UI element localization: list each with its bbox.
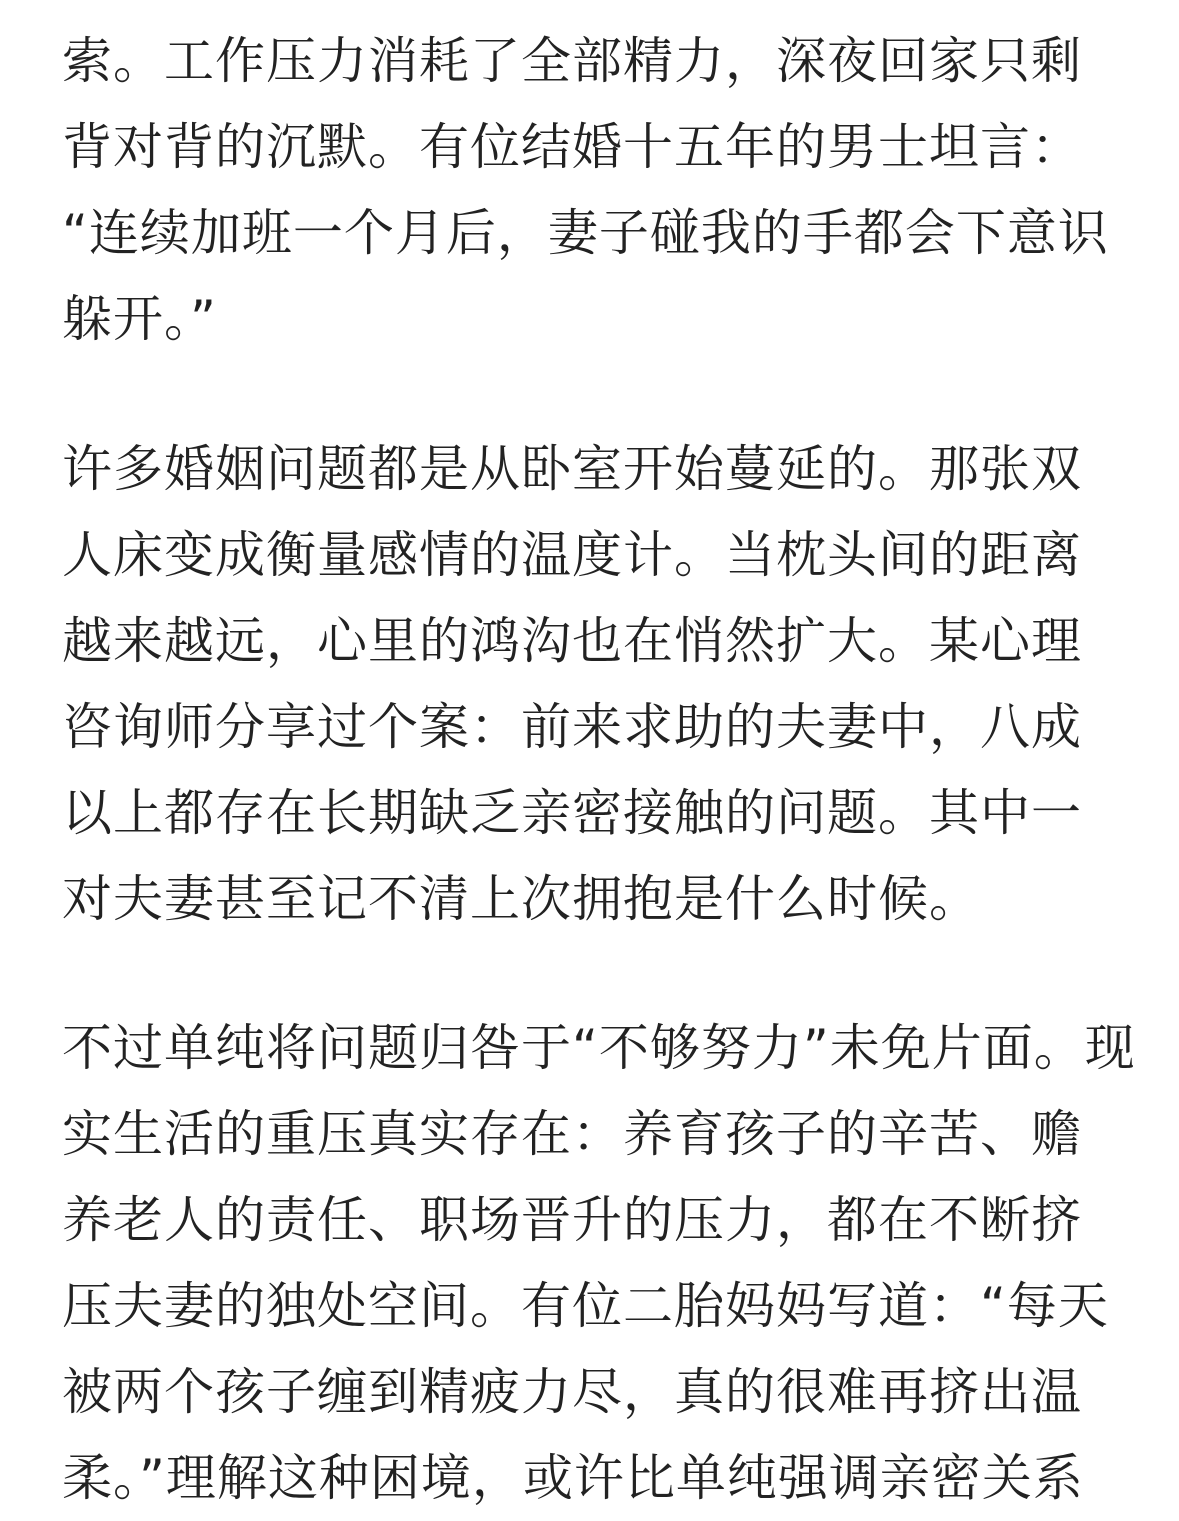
paragraph-line: 躲开。” [62,290,217,348]
paragraph-line: 压夫妻的独处空间。有位二胎妈妈写道：“每天 [62,1277,1109,1335]
paragraph-line: 柔。”理解这种困境，或许比单纯强调亲密关系 [62,1449,1084,1507]
paragraph-line: 养老人的责任、职场晋升的压力，都在不断挤 [62,1191,1082,1249]
paragraph-line: 人床变成衡量感情的温度计。当枕头间的距离 [62,526,1082,584]
paragraph-2 [62,426,1082,942]
paragraph-1 [62,18,1109,362]
paragraph-line: 背对背的沉默。有位结婚十五年的男士坦言： [62,118,1082,176]
paragraph-line: 索。工作压力消耗了全部精力，深夜回家只剩 [62,32,1082,90]
paragraph-line: 不过单纯将问题归咎于“不够努力”未免片面。现 [62,1019,1136,1077]
paragraph-3 [62,1005,1136,1521]
paragraph-line: 许多婚姻问题都是从卧室开始蔓延的。那张双 [62,440,1082,498]
paragraph-line: 被两个孩子缠到精疲力尽，真的很难再挤出温 [62,1363,1082,1421]
paragraph-line: 以上都存在长期缺乏亲密接触的问题。其中一 [62,784,1082,842]
paragraph-line: 咨询师分享过个案：前来求助的夫妻中，八成 [62,698,1082,756]
paragraph-line: 对夫妻甚至记不清上次拥抱是什么时候。 [62,870,980,928]
paragraph-line: 实生活的重压真实存在：养育孩子的辛苦、赡 [62,1105,1082,1163]
paragraph-line: 越来越远，心里的鸿沟也在悄然扩大。某心理 [62,612,1082,670]
paragraph-line: “连续加班一个月后，妻子碰我的手都会下意识 [62,204,1109,262]
